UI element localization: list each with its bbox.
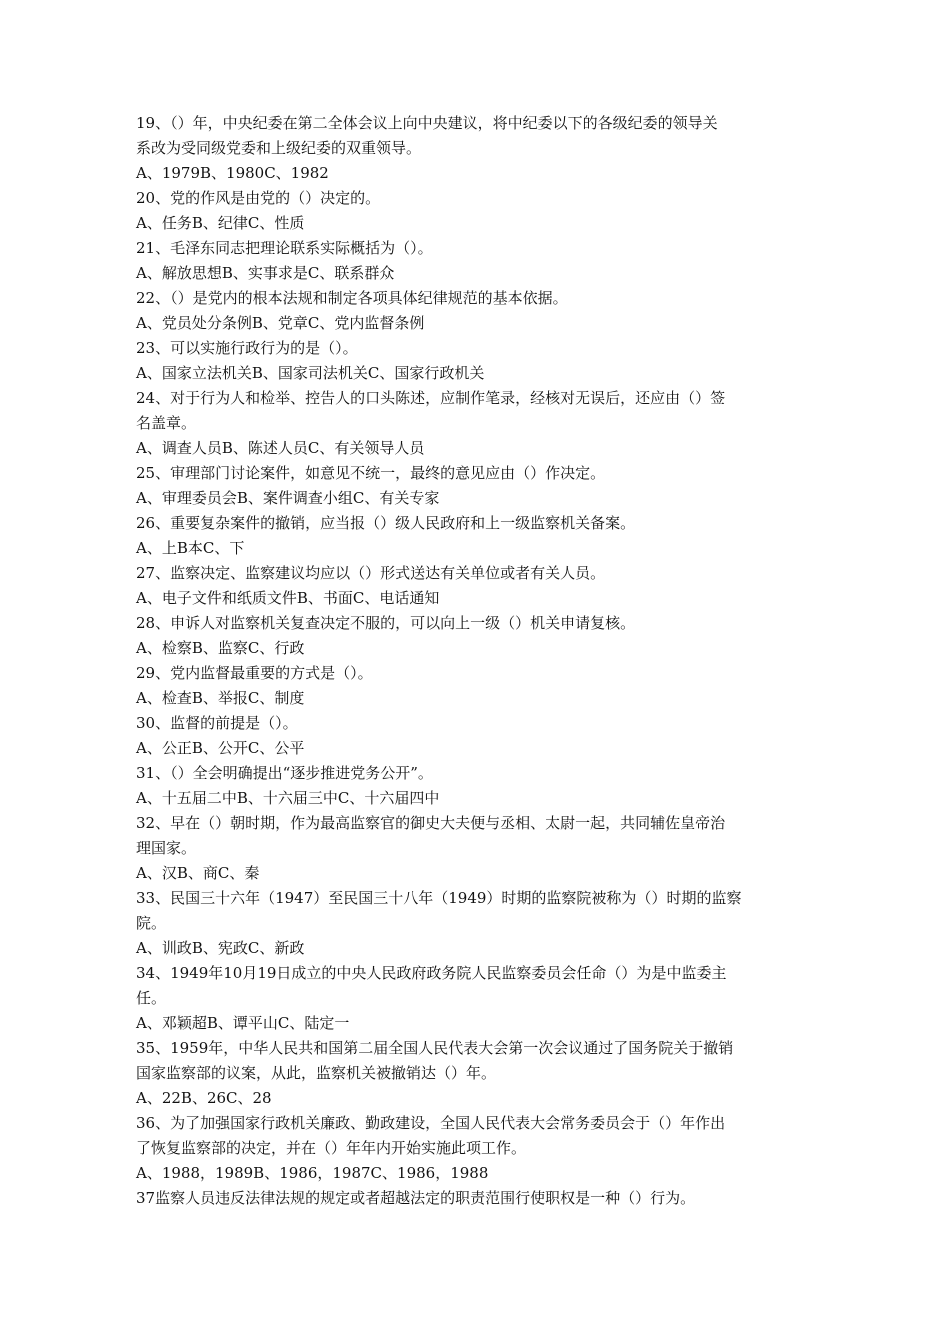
answer-options: A、上B本C、下 — [136, 539, 245, 557]
text-line: 了恢复监察部的决定，并在（）年年内开始实施此项工作。 — [136, 1139, 527, 1157]
text-line: 29、党内监督最重要的方式是（）。 — [136, 664, 373, 682]
answer-options: A、1979B、1980C、1982 — [136, 164, 329, 182]
answer-options: A、电子文件和纸质文件B、书面C、电话通知 — [136, 589, 440, 607]
text-line: 21、毛泽东同志把理论联系实际概括为（）。 — [136, 239, 433, 257]
answer-options: A、训政B、宪政C、新政 — [136, 939, 305, 957]
text-line: 系改为受同级党委和上级纪委的双重领导。 — [136, 139, 422, 157]
text-line: 理国家。 — [136, 839, 197, 857]
text-line: 27、监察决定、监察建议均应以（）形式送达有关单位或者有关人员。 — [136, 564, 606, 582]
answer-options: A、任务B、纪律C、性质 — [136, 214, 305, 232]
answer-options: A、1988，1989B、1986，1987C、1986，1988 — [136, 1164, 489, 1182]
answer-options: A、邓颖超B、谭平山C、陆定一 — [136, 1014, 350, 1032]
answer-options: A、国家立法机关B、国家司法机关C、国家行政机关 — [136, 364, 485, 382]
answer-options: A、解放思想B、实事求是C、联系群众 — [136, 264, 395, 282]
text-line: 25、审理部门讨论案件，如意见不统一，最终的意见应由（）作决定。 — [136, 464, 606, 482]
answer-options: A、十五届二中B、十六届三中C、十六届四中 — [136, 789, 440, 807]
answer-options: A、公正B、公开C、公平 — [136, 739, 305, 757]
text-line: 30、监督的前提是（）。 — [136, 714, 298, 732]
answer-options: A、党员处分条例B、党章C、党内监督条例 — [136, 314, 425, 332]
answer-options: A、检察B、监察C、行政 — [136, 639, 305, 657]
document-page — [136, 111, 814, 1211]
answer-options: A、22B、26C、28 — [136, 1089, 272, 1107]
text-line: 36、为了加强国家行政机关廉政、勤政建设，全国人民代表大会常务委员会于（）年作出 — [136, 1114, 726, 1132]
text-line: 院。 — [136, 914, 167, 932]
text-line: 33、民国三十六年（1947）至民国三十八年（1949）时期的监察院被称为（）时期的监察 — [136, 889, 742, 907]
text-line: 23、可以实施行政行为的是（）。 — [136, 339, 358, 357]
answer-options: A、调查人员B、陈述人员C、有关领导人员 — [136, 439, 425, 457]
answer-options: A、汉B、商C、秦 — [136, 864, 260, 882]
text-line: 国家监察部的议案，从此，监察机关被撤销达（）年。 — [136, 1064, 497, 1082]
text-line: 35、1959年，中华人民共和国第二届全国人民代表大会第一次会议通过了国务院关于撤销 — [136, 1039, 734, 1057]
answer-options: A、审理委员会B、案件调查小组C、有关专家 — [136, 489, 440, 507]
text-line: 37监察人员违反法律法规的规定或者超越法定的职责范围行使职权是一种（）行为。 — [136, 1189, 696, 1207]
text-line: 34、1949年10月19日成立的中央人民政府政务院人民监察委员会任命（）为是中监委主 — [136, 964, 727, 982]
text-line: 28、申诉人对监察机关复查决定不服的，可以向上一级（）机关申请复核。 — [136, 614, 636, 632]
text-line: 31、（）全会明确提出“逐步推进党务公开”。 — [136, 764, 433, 782]
text-line: 名盖章。 — [136, 414, 197, 432]
text-line: 24、对于行为人和检举、控告人的口头陈述，应制作笔录，经核对无误后，还应由（）签 — [136, 389, 726, 407]
text-line: 26、重要复杂案件的撤销，应当报（）级人民政府和上一级监察机关备案。 — [136, 514, 636, 532]
text-line: 20、党的作风是由党的（）决定的。 — [136, 189, 381, 207]
text-line: 22、（）是党内的根本法规和制定各项具体纪律规范的基本依据。 — [136, 289, 568, 307]
text-line: 19、（）年，中央纪委在第二全体会议上向中央建议，将中纪委以下的各级纪委的领导关 — [136, 114, 718, 132]
answer-options: A、检查B、举报C、制度 — [136, 689, 305, 707]
text-line: 32、早在（）朝时期，作为最高监察官的御史大夫便与丞相、太尉一起，共同辅佐皇帝治 — [136, 814, 726, 832]
text-line: 任。 — [136, 989, 167, 1007]
